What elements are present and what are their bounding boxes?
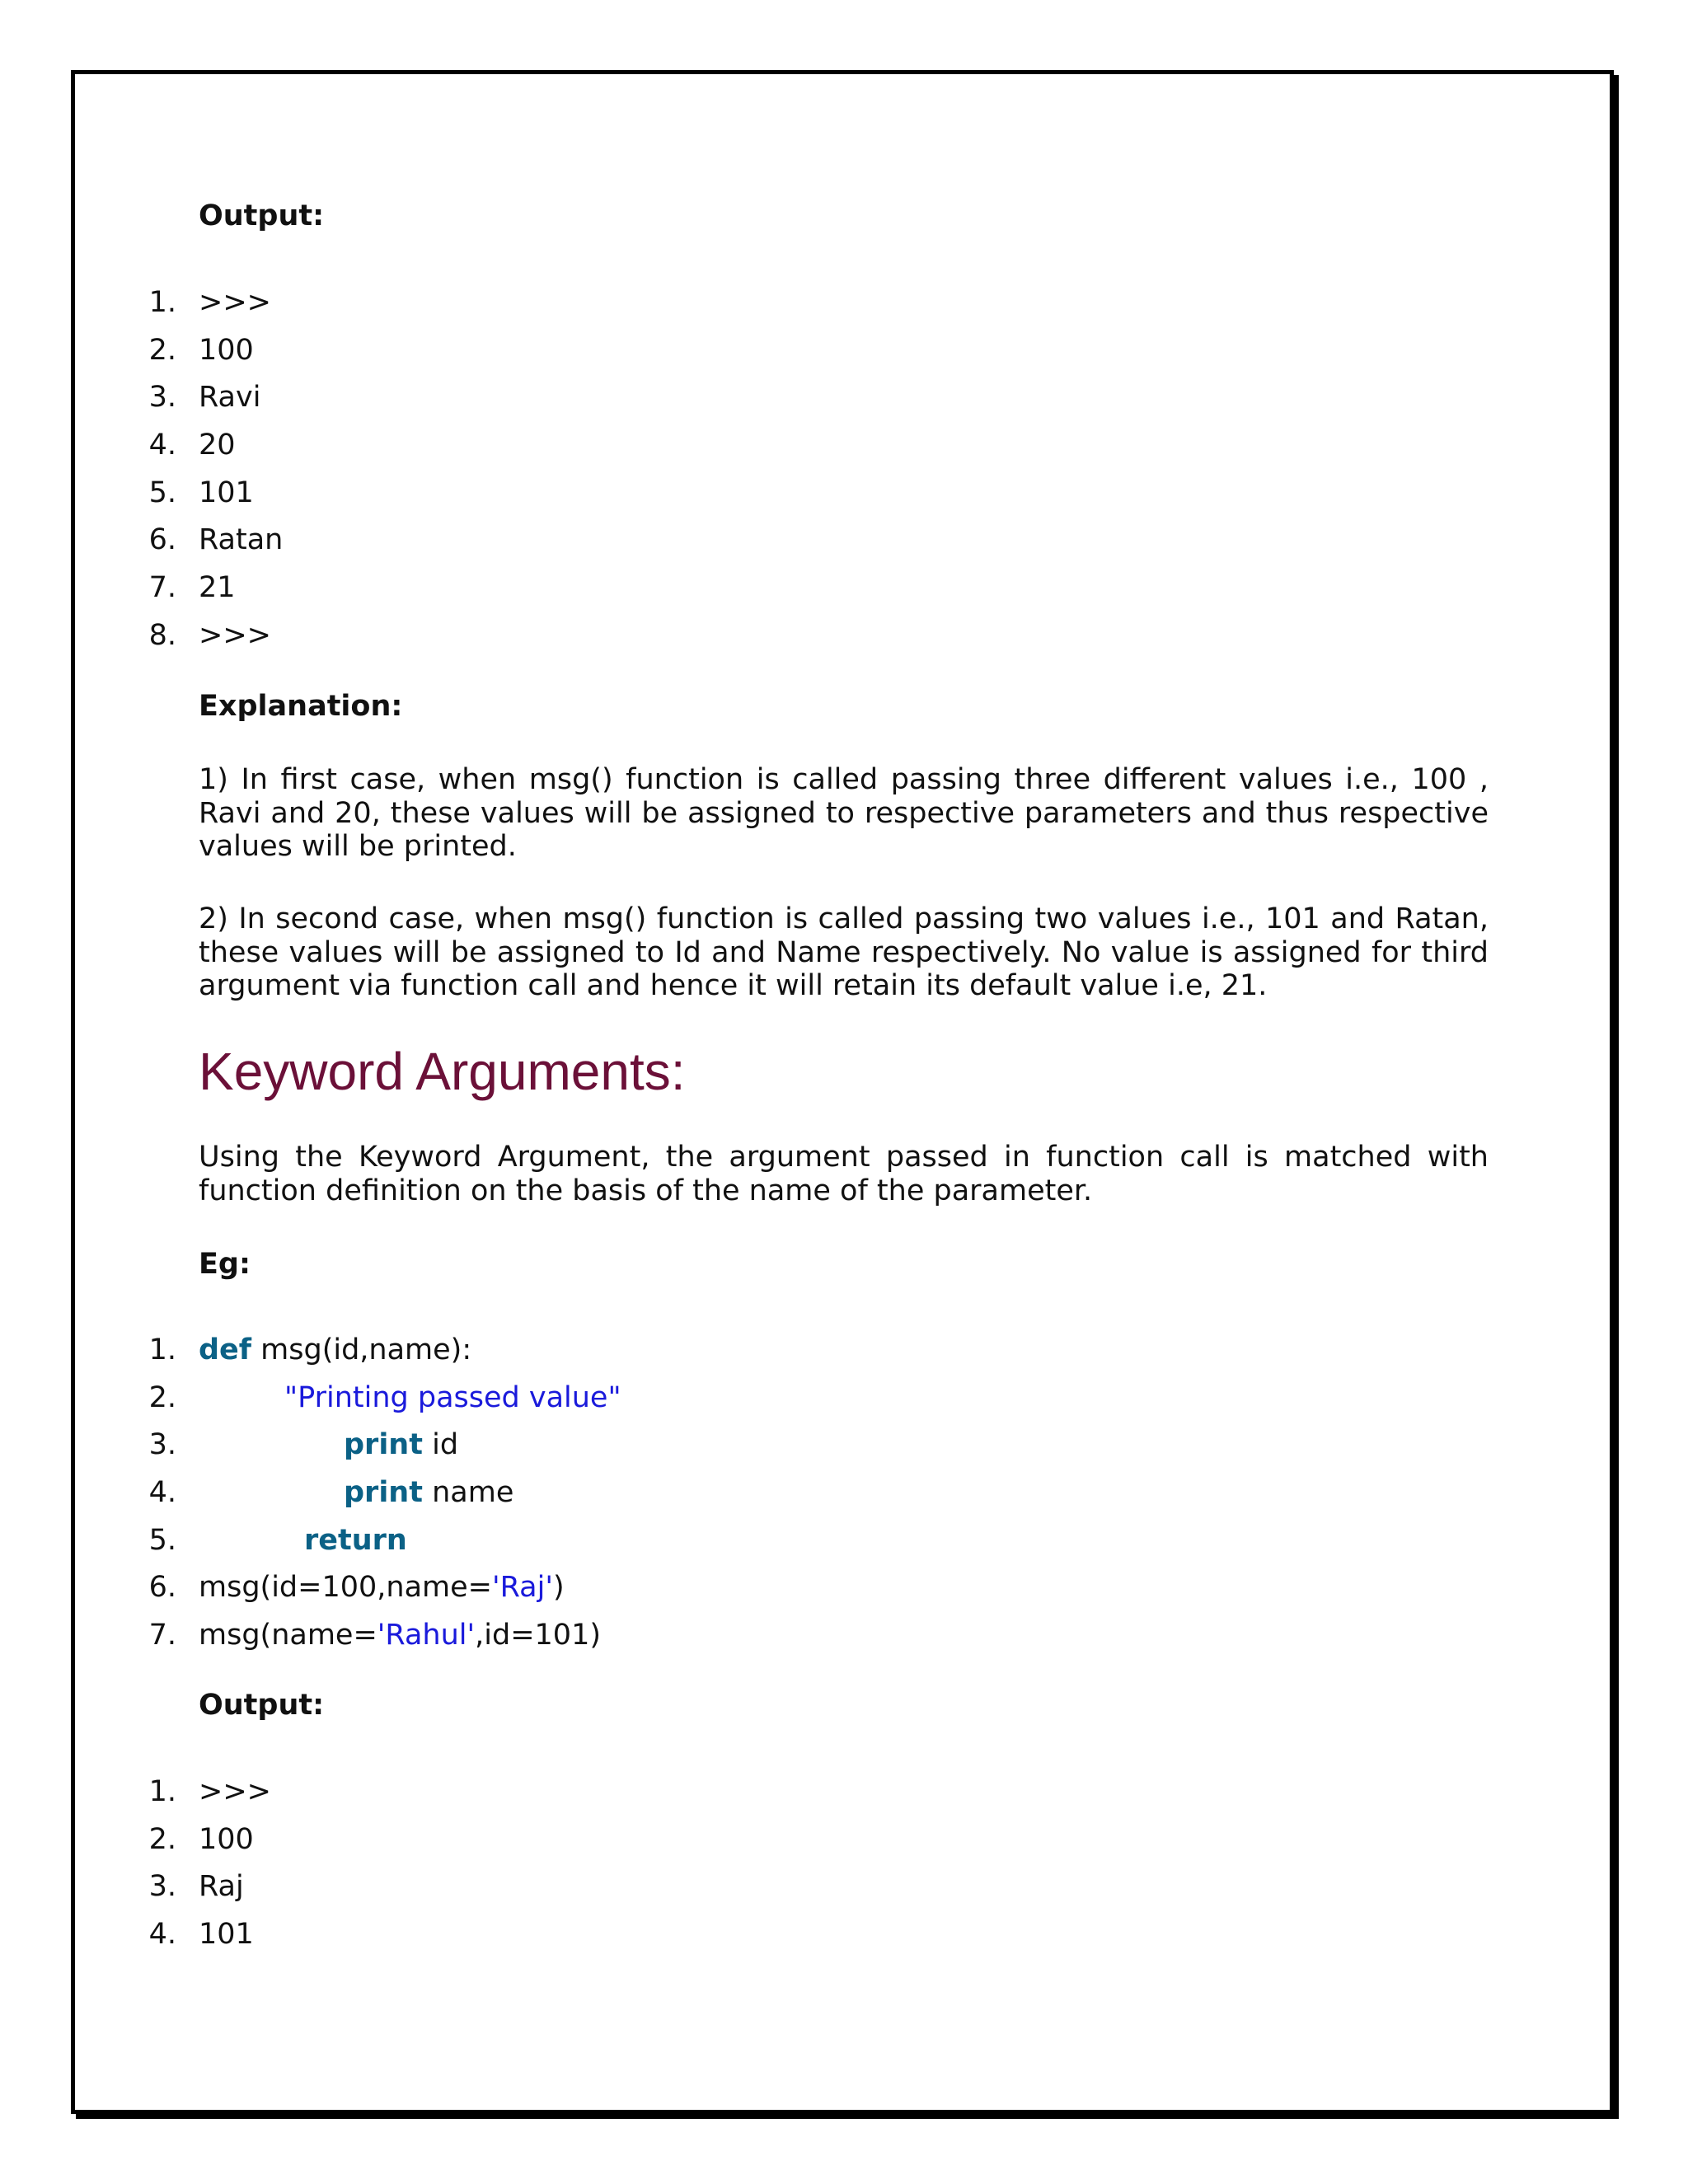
output-heading: Output:: [199, 199, 325, 232]
keyword: print: [344, 1476, 423, 1510]
explanation-paragraph-2: 2) In second case, when msg() function is called passing two values i.e., 101 and Ratan, these values will be assigned to Id and Name respectively. No value is assigned for third argument via function call and hence it will retain its default value i.e, 21.: [199, 902, 1489, 1002]
explanation-paragraph-1: 1) In first case, when msg() function is called passing three different values i.e., 100 , Ravi and 20, these values will be assigned to respective parameters and thus respective values will be printed.: [199, 763, 1489, 863]
section-intro: Using the Keyword Argument, the argument passed in function call is matched with function definition on the basis of the name of the parameter.: [199, 1141, 1489, 1207]
string-literal: 'Raj': [491, 1571, 553, 1605]
explanation-heading: Explanation:: [199, 690, 403, 723]
string-literal: "Printing passed value": [284, 1380, 621, 1414]
keyword: def: [199, 1333, 252, 1366]
output-heading-2: Output:: [199, 1689, 325, 1722]
string-literal: 'Rahul': [377, 1619, 476, 1652]
keyword: print: [344, 1428, 423, 1462]
eg-heading: Eg:: [199, 1248, 251, 1281]
keyword: return: [304, 1523, 407, 1557]
section-title: Keyword Arguments:: [199, 1042, 686, 1101]
